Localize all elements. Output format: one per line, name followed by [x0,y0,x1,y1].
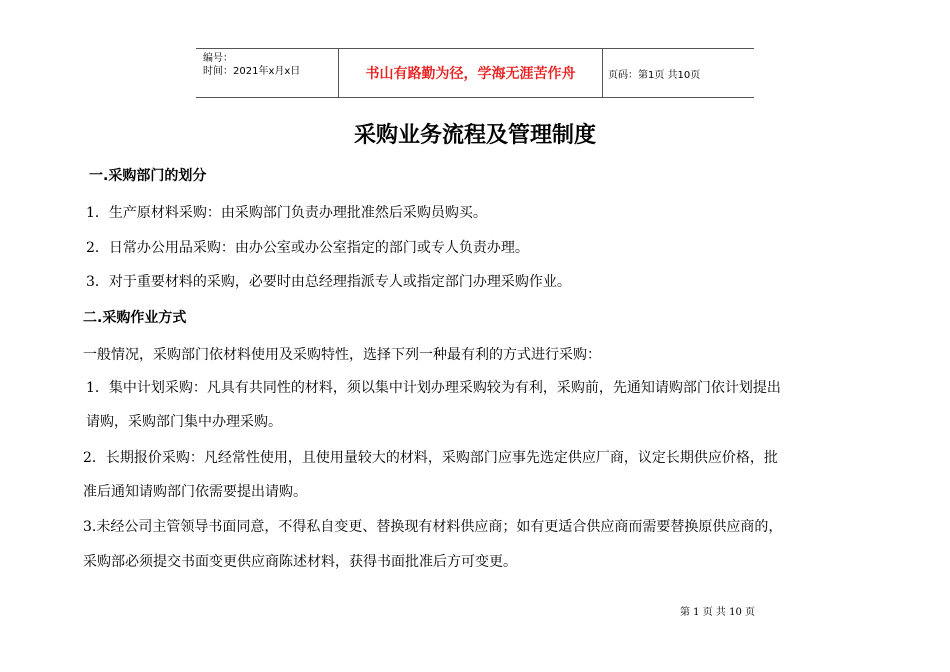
paragraph-line: 请购，采购部门集中办理采购。 [86,414,282,430]
section-heading-2: 二.采购作业方式 [83,310,187,326]
header-meta-cell [196,49,339,97]
paragraph-line: 2．日常办公用品采购：由办公室或办公室指定的部门或专人负责办理。 [86,240,529,256]
paragraph-line: 采购部必须提交书面变更供应商陈述材料，获得书面批准后方可变更。 [83,554,517,570]
section-heading-1: 一.采购部门的划分 [89,168,207,184]
paragraph-line: 准后通知请购部门依需要提出请购。 [83,484,307,500]
document-header [196,48,754,98]
motto: 书山有路勤为径，学海无涯苦作舟 [339,49,603,97]
paragraph-line: 2．长期报价采购：凡经常性使用，且使用量较大的材料，采购部门应事先选定供应厂商，议定长期供应价格，批 [83,450,778,466]
date-label: 时间：2021年x月x日 [203,66,301,77]
paragraph-line: 一般情况，采购部门依材料使用及采购特性，选择下列一种最有利的方式进行采购： [83,347,601,363]
number-label: 编号： [203,53,233,64]
paragraph-line: 3.未经公司主管领导书面同意，不得私自变更、替换现有材料供应商；如有更适合供应商而需要替换原供应商的， [83,519,783,535]
page-footer: 第 1 页 共 10 页 [680,607,755,618]
document-title: 采购业务流程及管理制度 [353,123,596,148]
paragraph-line: 1．集中计划采购：凡具有共同性的材料，须以集中计划办理采购较为有利，采购前，先通知请购部门依计划提出 [86,380,781,396]
page-info: 页码：第1页 共10页 [608,69,701,81]
paragraph-line: 1．生产原材料采购：由采购部门负责办理批准然后采购员购买。 [86,205,487,221]
paragraph-line: 3．对于重要材料的采购，必要时由总经理指派专人或指定部门办理采购作业。 [86,274,571,290]
